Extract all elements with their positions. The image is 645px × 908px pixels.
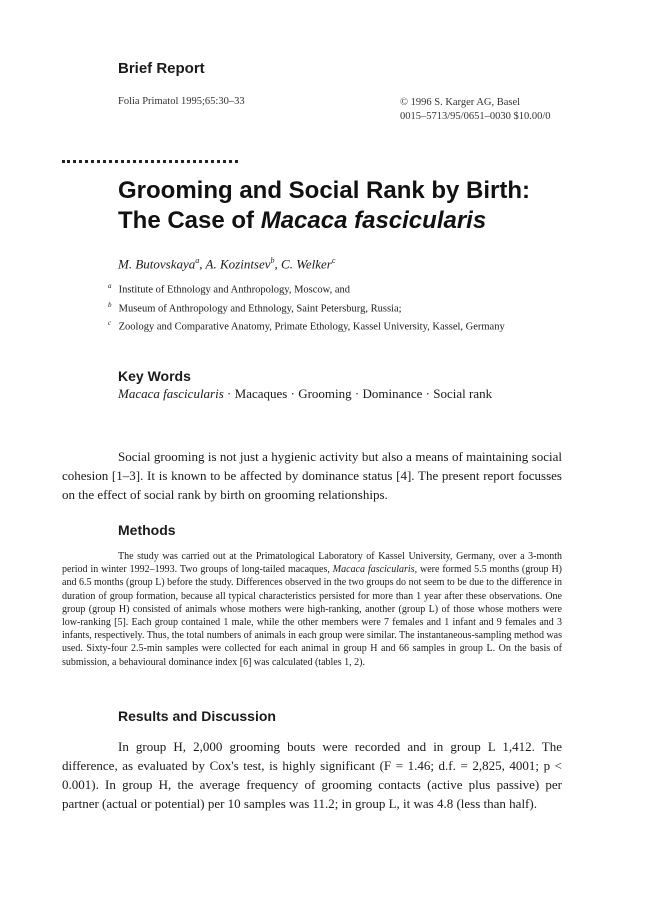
affiliation-list — [108, 279, 505, 335]
affiliation-text: Museum of Anthropology and Ethnology, Saint Petersburg, Russia; — [118, 303, 402, 314]
intro-paragraph: Social grooming is not just a hygienic activity but also a means of maintaining social cohesion [1–3]. It is known to be affected by dominance status [4]. The present report focusses on the effect of social rank by birth on grooming relationships. — [62, 449, 562, 502]
dotted-divider — [62, 160, 238, 163]
keywords-heading: Key Words — [118, 368, 191, 384]
journal-reference: Folia Primatol 1995;65:30–33 — [118, 96, 245, 107]
affiliation-item — [108, 298, 505, 317]
keyword: Dominance — [362, 386, 423, 401]
results-paragraph: In group H, 2,000 grooming bouts were recorded and in group L 1,412. The difference, as evaluated by Cox's test, is highly significant (F = 1.46; d.f. = 2,825, 4001; p < 0.001). In group H, the average frequency of grooming contacts (active plus passive) per partner (actual or potential) per 10 samples was 11.2; in group L, it was 4.8 (less than half). — [62, 739, 562, 811]
author-list: M. Butovskaya$^a$, A. Kozintsev$^b$, C. Welker$^c$ — [118, 256, 336, 272]
author-name: A. Kozintsev — [205, 256, 271, 272]
title-line-2 — [118, 206, 530, 236]
author-affiliation-mark: a — [195, 256, 200, 265]
keyword-separator: · — [223, 386, 235, 401]
affiliation-item — [108, 279, 505, 298]
affiliation-item — [108, 316, 505, 335]
section-label: Brief Report — [118, 60, 205, 77]
keywords-list — [118, 386, 492, 402]
author-name: C. Welker — [281, 256, 332, 272]
keyword-separator: · — [351, 386, 363, 401]
title-species: Macaca fascicularis — [260, 207, 487, 234]
title-line-1: Grooming and Social Rank by Birth: — [118, 177, 531, 204]
methods-paragraph — [62, 550, 562, 669]
article-title — [118, 176, 530, 236]
methods-species: Macaca fascicularis — [332, 564, 415, 576]
author-affiliation-mark: b — [270, 256, 275, 265]
copyright-line: © 1996 S. Karger AG, Basel — [400, 97, 521, 108]
author-affiliation-mark: c — [331, 256, 336, 265]
affiliation-text: Zoology and Comparative Anatomy, Primate Ethology, Kassel University, Kassel, Germany — [118, 321, 505, 333]
keyword: Macaca fascicularis — [118, 386, 224, 401]
affiliation-mark: c — [108, 319, 112, 327]
keyword: Macaques — [234, 386, 288, 401]
methods-heading: Methods — [118, 522, 176, 538]
methods-text-part: The study was carried out at the Primatological Laboratory of Kassel University, Germany, over a 3-month period in winter 1992–1993. Two groups of long-tailed macaques, — [62, 551, 562, 576]
results-heading: Results and Discussion — [118, 708, 276, 724]
keyword: Social rank — [433, 386, 493, 401]
issn-line: 0015–5713/95/0651–0030 $10.00/0 — [400, 111, 551, 122]
keyword-separator: · — [422, 386, 434, 401]
affiliation-text: Institute of Ethnology and Anthropology, Moscow, and — [118, 284, 350, 296]
author-name: M. Butovskaya — [118, 256, 196, 272]
copyright-block — [400, 96, 551, 124]
affiliation-mark: b — [108, 300, 112, 309]
keyword: Grooming — [298, 386, 352, 401]
affiliation-mark: a — [108, 282, 112, 290]
keyword-separator: · — [287, 386, 299, 401]
methods-text-part: , were formed 5.5 months (group H) and 6.5 months (group L) before the study. Differences observed in the two groups do not seem to be due to the difference in duration of group formation, because all typical characteristics persisted for more than 1 year after these observations. One group (group H) consisted of animals whose mothers were high-ranking, another (group L) of those whose mothers were low-ranking [5]. Each group contained 1 male, while the other members were 7 females and 1 infant and 9 females and 3 infants, respectively. Thus, the total numbers of animals in each group were similar. The instantaneous-sampling method was used. Sixty-four 2.5-min samples were collected for each animal in group H and 66 samples in group L. On the basis of submission, a behavioural dominance index [6] was calculated (tables 1, 2). — [62, 564, 562, 668]
title-prefix: The Case of — [118, 207, 261, 234]
